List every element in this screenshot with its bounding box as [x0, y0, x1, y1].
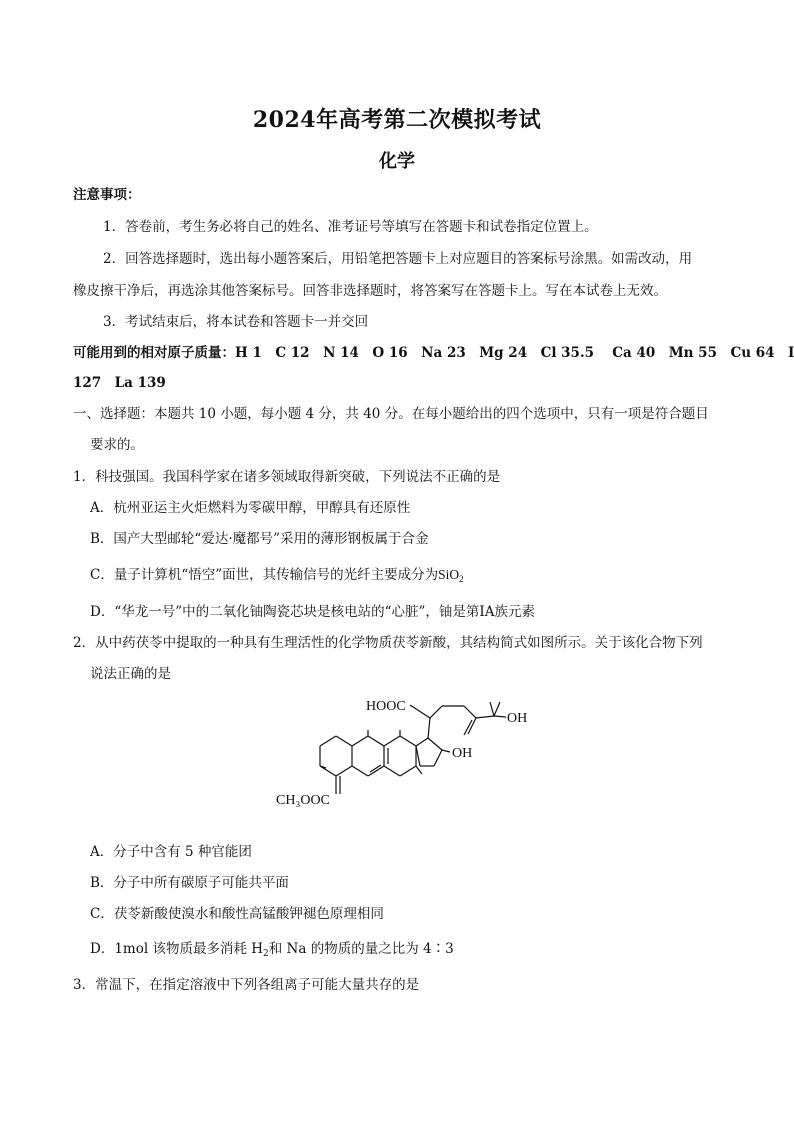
q1-option-c-formula: SiO$_2$ — [438, 567, 464, 584]
q2-option-d-h2: $H_2$ — [251, 941, 269, 959]
label-oh-ring: OH — [452, 746, 473, 761]
label-ester: CH₃OOC — [276, 793, 330, 808]
notice-item-2-cont: 橡皮擦干净后，再选涂其他答案标号。回答非选择题时，将答案写在答题卡上。写在本试卷上无效。 — [73, 283, 667, 299]
section-heading: 一、选择题：本题共 10 小题，每小题 4 分，共 40 分。在每小题给出的四个选项中，只有一项是符合题目 — [73, 406, 709, 422]
question-2-stem-cont: 说法正确的是 — [90, 666, 171, 682]
notice-item-2: 2．回答选择题时，选出每小题答案后，用铅笔把答题卡上对应题目的答案标号涂黑。如需改动，用 — [103, 251, 693, 267]
notice-item-1: 1．答卷前，考生务必将自己的姓名、准考证号等填写在答题卡和试卷指定位置上。 — [103, 219, 598, 235]
section-heading-cont: 要求的。 — [90, 437, 144, 453]
q1-option-b: B．国产大型邮轮“爱达·魔都号”采用的薄形钢板属于合金 — [90, 531, 429, 547]
q2-option-c: C．茯苓新酸使溴水和酸性高锰酸钾褪色原理相同 — [90, 906, 384, 922]
structural-formula-svg — [270, 690, 570, 835]
notice-heading: 注意事项： — [73, 187, 141, 203]
atomic-mass-line-2: 127 La 139 — [73, 375, 166, 391]
q2-option-d — [90, 940, 454, 963]
q2-option-a: A．分子中含有 5 种官能团 — [90, 844, 252, 860]
q1-option-c-text: C．量子计算机“悟空”面世，其传输信号的光纤主要成分为 — [90, 567, 439, 583]
atomic-mass-line-1: 可能用到的相对原子质量：H 1 C 12 N 14 O 16 Na 23 Mg 24 Cl 35.5 Ca 40 Mn 55 Cu 64 I — [73, 345, 794, 361]
q2-option-d-ratio: 和 Na 的物质的量之比为 4∶3 — [268, 941, 454, 957]
q1-option-a: A．杭州亚运主火炬燃料为零碳甲醇，甲醇具有还原性 — [90, 500, 411, 516]
question-2-stem: 2．从中药茯苓中提取的一种具有生理活性的化学物质茯苓新酸，其结构简式如图所示。关于该化合物下列 — [73, 635, 703, 651]
exam-subject: 化学 — [379, 151, 415, 172]
question-3-stem: 3．常温下，在指定溶液中下列各组离子可能大量共存的是 — [73, 977, 420, 993]
label-cooh: HOOC — [366, 699, 406, 714]
notice-item-3: 3．考试结束后，将本试卷和答题卡一并交回 — [103, 314, 369, 330]
q2-option-d-text: D．1mol 该物质最多消耗 — [90, 941, 247, 957]
label-oh-sidechain: OH — [507, 711, 528, 726]
question-1-stem: 1．科技强国。我国科学家在诸多领域取得新突破，下列说法不正确的是 — [73, 469, 501, 485]
q1-option-c — [90, 566, 464, 588]
q1-option-d: D．“华龙一号”中的二氧化铀陶瓷芯块是核电站的“心脏”，铀是第ⅠA族元素 — [90, 604, 536, 620]
structural-formula — [270, 690, 570, 835]
q2-option-b: B．分子中所有碳原子可能共平面 — [90, 875, 289, 891]
exam-title: 2024年高考第二次模拟考试 — [252, 107, 542, 133]
